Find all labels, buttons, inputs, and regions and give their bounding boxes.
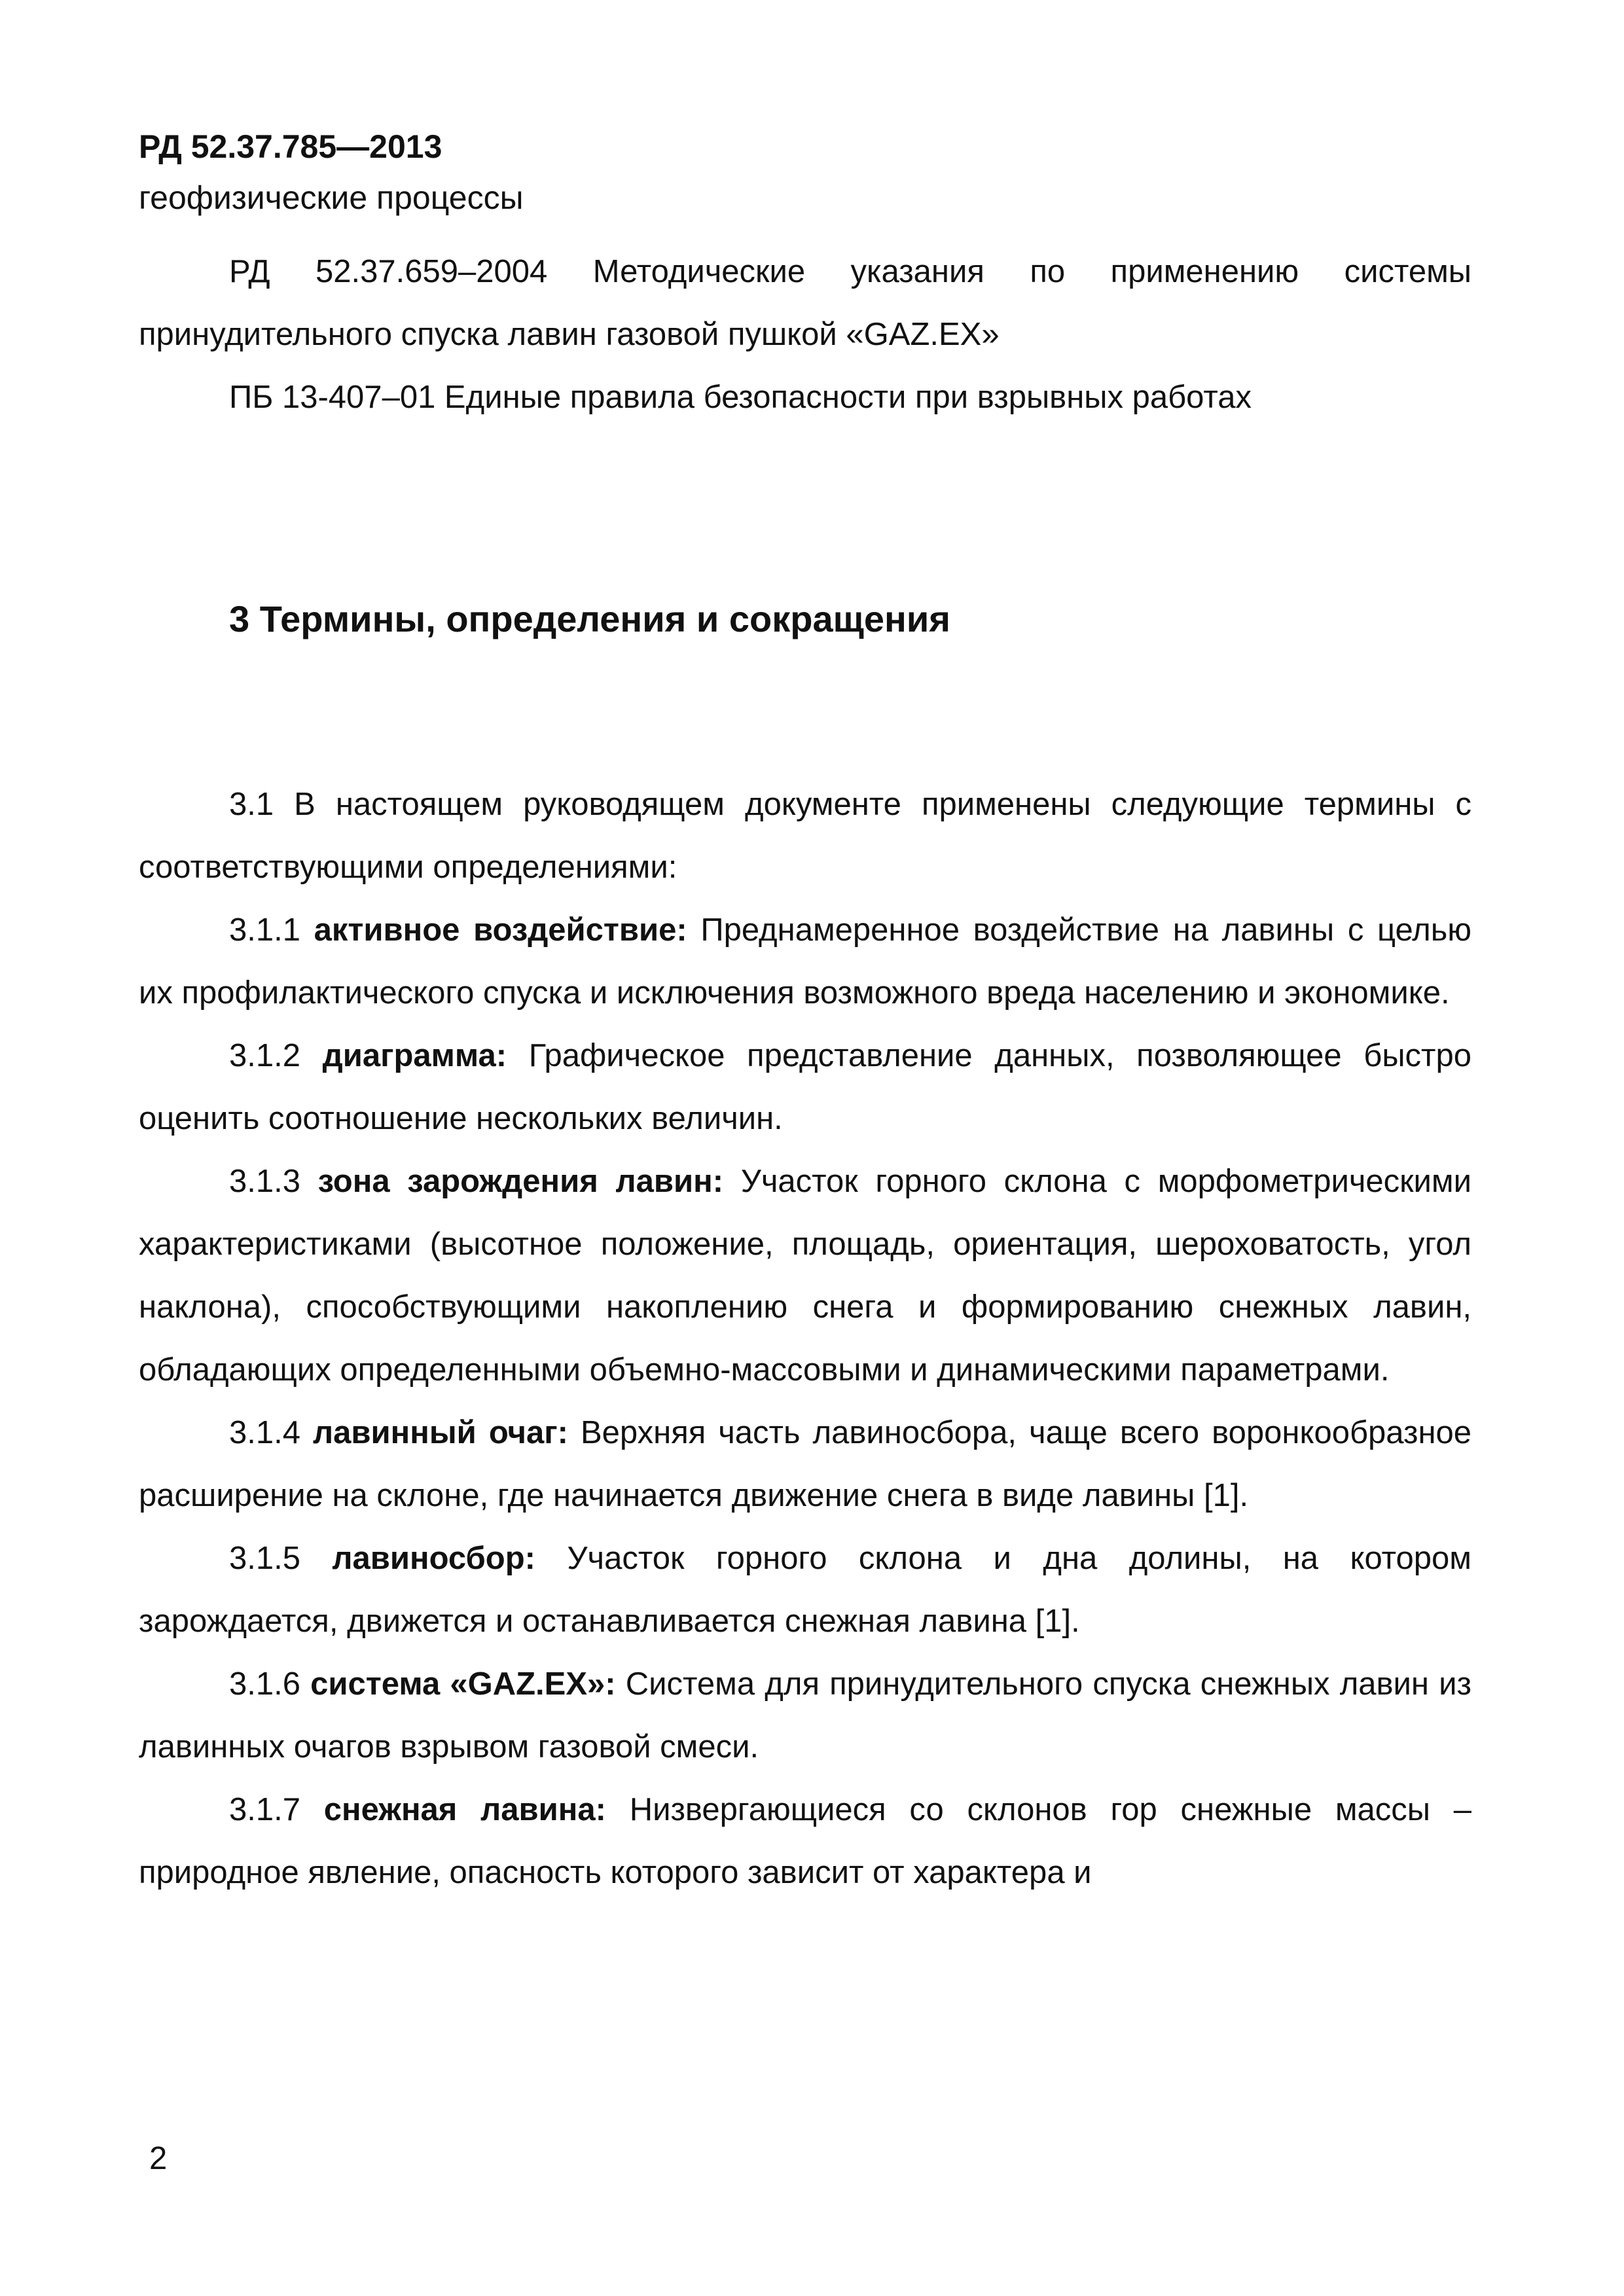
term-number: 3.1.1: [229, 912, 300, 948]
term-paragraph: [139, 1024, 1471, 1150]
term-number: 3.1.4: [229, 1415, 300, 1450]
reference-paragraph: РД 52.37.659–2004 Методические указания по применению системы принудительного спуска лавин газовой пушкой «GAZ.EX»: [139, 254, 1471, 352]
term-number: 3.1.7: [229, 1792, 300, 1827]
document-code-continuation: геофизические процессы: [139, 179, 524, 216]
term-name: активное воздействие:: [314, 912, 687, 948]
term-definition: Верхняя часть лавиносбора, чаще всего воронкообразное расширение на склоне, где начинается движение снега в виде лавины [1].: [139, 1415, 1472, 1513]
term-paragraph: [139, 1653, 1471, 1778]
term-paragraph: [139, 1778, 1471, 1904]
term-paragraph: [139, 899, 1471, 1024]
document-code: РД 52.37.785—2013: [139, 128, 442, 165]
term-definition: Участок горного склона с морфометрическими характеристиками (высотное положение, площадь, ориентация, шероховатость, угол наклона), способствующими накоплению снега и формированию снежных лавин, обладающих определенными объемно-массовыми и динамическими параметрами.: [139, 1164, 1471, 1388]
references-block: [139, 240, 1471, 429]
term-definition: Низвергающиеся со склонов гор снежные массы – природное явление, опасность которого зависит от характера и: [139, 1792, 1471, 1890]
section-heading: 3 Термины, определения и сокращения: [229, 598, 950, 639]
term-name: диаграмма:: [322, 1038, 507, 1073]
term-number: 3.1.3: [229, 1164, 300, 1199]
term-definition: Участок горного склона и дна долины, на котором зарождается, движется и останавливается снежная лавина [1].: [139, 1541, 1471, 1639]
reference-paragraph: ПБ 13-407–01 Единые правила безопасности при взрывных работах: [229, 380, 1252, 415]
section-lead-paragraph: 3.1 В настоящем руководящем документе применены следующие термины с соответствующими определениями:: [139, 787, 1471, 885]
term-number: 3.1.5: [229, 1541, 300, 1576]
page-number: 2: [149, 2141, 168, 2176]
term-definition: Графическое представление данных, позволяющее быстро оценить соотношение нескольких величин.: [139, 1038, 1471, 1136]
term-name: система «GAZ.EX»:: [310, 1666, 616, 1702]
terms-section-body: [139, 773, 1471, 1904]
term-name: лавиносбор:: [332, 1541, 535, 1576]
term-definition: Преднамеренное воздействие на лавины с целью их профилактического спуска и исключения возможного вреда населению и экономике.: [139, 912, 1471, 1011]
term-paragraph: [139, 1527, 1471, 1653]
term-name: зона зарождения лавин:: [317, 1164, 724, 1199]
term-name: снежная лавина:: [323, 1792, 606, 1827]
term-number: 3.1.2: [229, 1038, 300, 1073]
term-number: 3.1.6: [229, 1666, 300, 1702]
term-definition: Система для принудительного спуска снежных лавин из лавинных очагов взрывом газовой смеси.: [139, 1666, 1471, 1765]
term-name: лавинный очаг:: [313, 1415, 568, 1450]
term-paragraph: [139, 1401, 1471, 1527]
term-paragraph: [139, 1150, 1471, 1401]
